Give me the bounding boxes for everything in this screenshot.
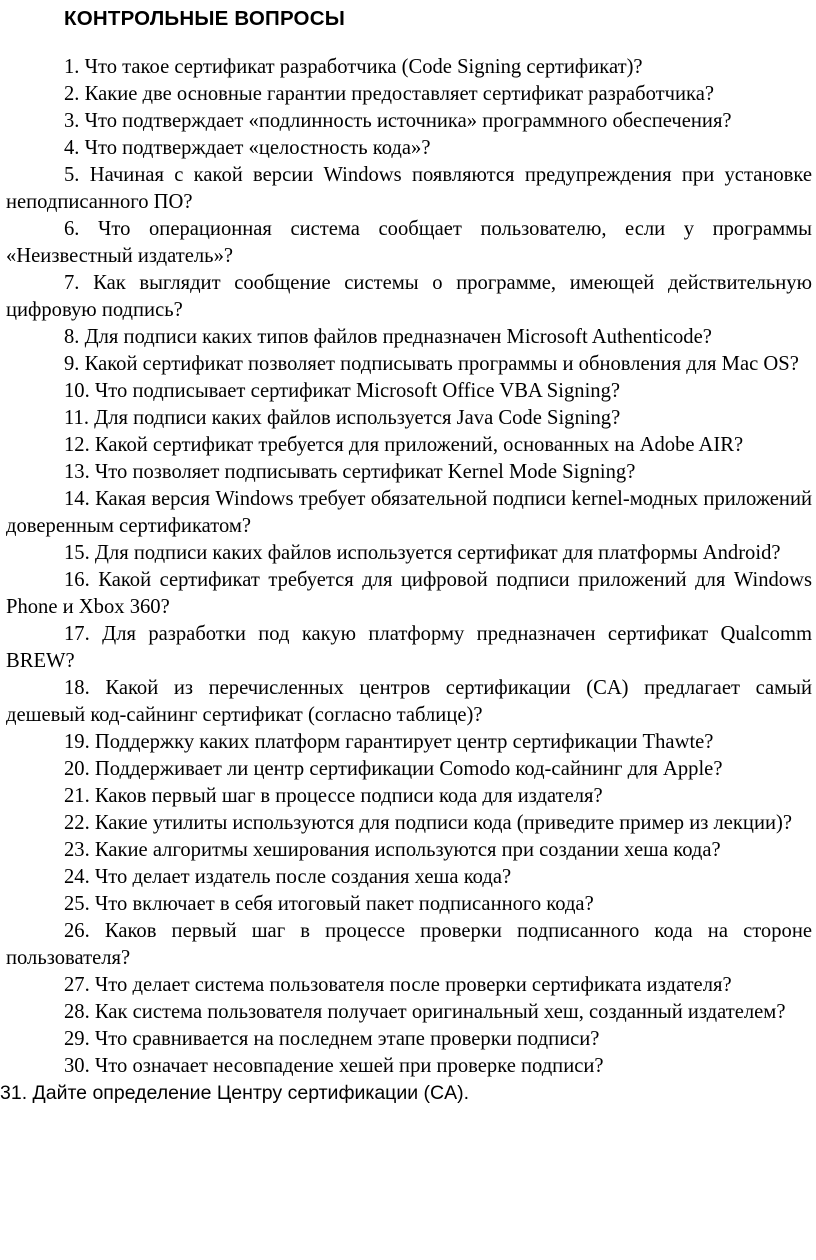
question-item (6, 378, 812, 405)
question-number: 13. (64, 461, 90, 483)
question-item (6, 324, 812, 351)
question-text: Что подписывает сертификат Microsoft Office VBA Signing? (94, 380, 621, 402)
question-text: Что включает в себя итоговый пакет подписанного кода? (94, 893, 594, 915)
question-number: 7. (64, 272, 80, 294)
question-item (6, 216, 812, 270)
question-text: Какие алгоритмы хеширования используются при создании хеша кода? (94, 839, 721, 861)
question-text: Что подтверждает «целостность кода»? (84, 137, 431, 159)
question-number: 28. (64, 1001, 90, 1023)
question-text: Что делает система пользователя после проверки сертификата издателя? (94, 974, 732, 996)
question-item (6, 675, 812, 729)
question-text: Какие две основные гарантии предоставляет сертификат разработчика? (84, 83, 715, 105)
question-item (6, 810, 812, 837)
question-item (6, 1053, 812, 1080)
question-number: 3. (64, 110, 80, 132)
question-number: 30. (64, 1055, 90, 1077)
question-item (6, 837, 812, 864)
question-item (6, 54, 812, 81)
question-item (6, 351, 812, 378)
question-number: 9. (64, 353, 80, 375)
question-number: 4. (64, 137, 80, 159)
question-text: Что операционная система сообщает пользователю, если у программы «Неизвестный издатель»? (6, 218, 812, 267)
question-item-last (0, 1080, 812, 1107)
question-item (6, 135, 812, 162)
question-number: 22. (64, 812, 90, 834)
question-number: 11. (64, 407, 89, 429)
question-item (6, 405, 812, 432)
question-item (6, 621, 812, 675)
question-item (6, 891, 812, 918)
question-number: 6. (64, 218, 80, 240)
question-item (6, 918, 812, 972)
question-item (6, 729, 812, 756)
question-text: Что делает издатель после создания хеша кода? (94, 866, 512, 888)
question-number: 12. (64, 434, 90, 456)
question-number: 15. (64, 542, 90, 564)
question-text: Как выглядит сообщение системы о программе, имеющей действительную цифровую подпись? (6, 272, 812, 321)
question-number: 29. (64, 1028, 90, 1050)
question-number: 26. (64, 920, 90, 942)
question-item (6, 108, 812, 135)
question-number: 16. (64, 569, 90, 591)
question-number: 17. (64, 623, 90, 645)
question-number: 27. (64, 974, 90, 996)
question-text: Дайте определение Центру сертификации (CA). (32, 1082, 470, 1104)
question-number: 20. (64, 758, 90, 780)
question-item (6, 999, 812, 1026)
question-text: Каков первый шаг в процессе проверки подписанного кода на стороне пользователя? (6, 920, 812, 969)
question-text: Что подтверждает «подлинность источника» программного обеспечения? (84, 110, 732, 132)
question-item (6, 783, 812, 810)
question-text: Какой сертификат требуется для приложений, основанных на Adobe AIR? (94, 434, 744, 456)
question-item (6, 864, 812, 891)
question-text: Какой сертификат требуется для цифровой подписи приложений для Windows Phone и Xbox 360? (6, 569, 812, 618)
question-text: Начиная с какой версии Windows появляются предупреждения при установке неподписанного ПО? (6, 164, 813, 213)
question-text: Какой из перечисленных центров сертификации (CA) предлагает самый дешевый код-сайнинг сертификат (согласно таблице)? (6, 677, 812, 726)
question-item (6, 567, 812, 621)
question-number: 21. (64, 785, 90, 807)
question-number: 23. (64, 839, 90, 861)
question-number: 24. (64, 866, 90, 888)
question-item (6, 81, 812, 108)
question-text: Какой сертификат позволяет подписывать программы и обновления для Mac OS? (84, 353, 799, 375)
question-item (6, 486, 812, 540)
question-text: Поддержку каких платформ гарантирует центр сертификации Thawte? (94, 731, 714, 753)
question-text: Для разработки под какую платформу предназначен сертификат Qualcomm BREW? (6, 623, 812, 672)
question-number: 10. (64, 380, 90, 402)
question-number: 18. (64, 677, 90, 699)
question-number: 1. (64, 56, 80, 78)
question-text: Как система пользователя получает оригинальный хеш, созданный издателем? (94, 1001, 786, 1023)
question-text: Что означает несовпадение хешей при проверке подписи? (94, 1055, 604, 1077)
question-text: Что позволяет подписывать сертификат Kernel Mode Signing? (94, 461, 636, 483)
question-text: Поддерживает ли центр сертификации Comodo код-сайнинг для Apple? (94, 758, 723, 780)
question-text: Каков первый шаг в процессе подписи кода для издателя? (94, 785, 603, 807)
question-item (6, 1026, 812, 1053)
question-text: Какая версия Windows требует обязательной подписи kernel-модных приложений доверенным сертификатом? (6, 488, 812, 537)
questions-list (0, 54, 813, 1107)
question-text: Какие утилиты используются для подписи кода (приведите пример из лекции)? (94, 812, 792, 834)
question-number: 2. (64, 83, 80, 105)
question-item (6, 459, 812, 486)
question-item (6, 972, 812, 999)
question-number: 5. (64, 164, 80, 186)
question-text: Для подписи каких файлов используется Java Code Signing? (94, 407, 621, 429)
question-number: 31. (0, 1082, 28, 1104)
question-item (6, 432, 812, 459)
question-number: 19. (64, 731, 90, 753)
question-number: 14. (64, 488, 90, 510)
question-text: Для подписи каких файлов используется сертификат для платформы Android? (94, 542, 781, 564)
page-title: КОНТРОЛЬНЫЕ ВОПРОСЫ (64, 7, 345, 30)
question-text: Что сравнивается на последнем этапе проверки подписи? (94, 1028, 600, 1050)
question-number: 25. (64, 893, 90, 915)
question-item (6, 756, 812, 783)
question-text: Для подписи каких типов файлов предназначен Microsoft Authenticode? (84, 326, 712, 348)
question-number: 8. (64, 326, 80, 348)
question-text: Что такое сертификат разработчика (Code Signing сертификат)? (84, 56, 643, 78)
question-item (6, 162, 812, 216)
question-item (6, 270, 812, 324)
question-item (6, 540, 812, 567)
